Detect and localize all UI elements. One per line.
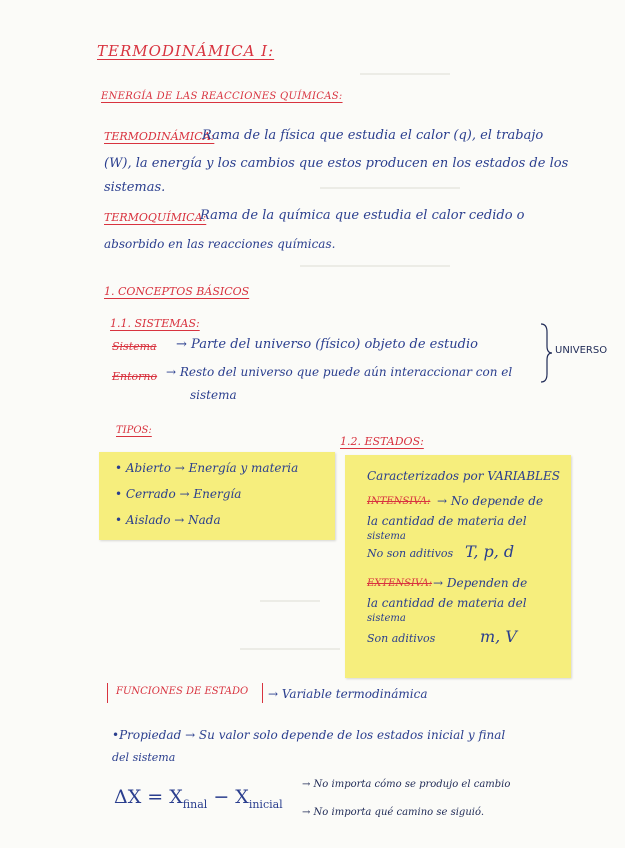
propiedad-text: del sistema (112, 751, 176, 764)
extensiva-text: Son aditivos (367, 632, 436, 645)
bleed-through-mark (260, 600, 320, 602)
extensiva-text: → Dependen de (433, 576, 528, 590)
term-entorno: Entorno (112, 370, 158, 383)
definition-text: Rama de la física que estudia el calor (q), el trabajo (202, 128, 544, 143)
bleed-through-mark (240, 648, 340, 650)
sticky-note-estados (345, 455, 571, 678)
term-extensiva: EXTENSIVA: (367, 578, 433, 589)
formula-minus: − X (213, 786, 249, 808)
estados-intro: Caracterizados por VARIABLES (367, 469, 560, 483)
entorno-definition: sistema (190, 388, 237, 402)
funciones-box (107, 683, 263, 703)
propiedad-text: •Propiedad → Su valor solo depende de los estados inicial y final (112, 728, 506, 742)
definition-text: Rama de la química que estudia el calor cedido o (200, 208, 525, 223)
formula-inicial-subscript: inicial (248, 797, 283, 811)
bleed-through-mark (320, 187, 460, 189)
section-subtitle: ENERGÍA DE LAS REACCIONES QUÍMICAS: (101, 91, 343, 102)
definition-text: absorbido en las reacciones químicas. (104, 237, 336, 251)
intensiva-text: No son aditivos (367, 547, 454, 560)
estados-heading: 1.2. ESTADOS: (340, 435, 424, 448)
sticky-note-tipos (99, 452, 335, 540)
term-intensiva: INTENSIVA: (367, 496, 431, 507)
intensiva-text: sistema (367, 531, 406, 542)
formula-final-subscript: final (182, 797, 208, 811)
bleed-through-mark (300, 265, 450, 267)
extensiva-text: sistema (367, 613, 406, 624)
intensiva-text: la cantidad de materia del (367, 514, 527, 528)
entorno-definition: → Resto del universo que puede aún interaccionar con el (166, 365, 513, 379)
extensiva-examples: m, V (480, 627, 517, 646)
universo-label: UNIVERSO (555, 345, 608, 356)
funciones-arrow-text: → Variable termodinámica (268, 687, 428, 701)
tipo-item: • Aislado → Nada (115, 513, 221, 527)
formula-note: → No importa cómo se produjo el cambio (302, 779, 511, 790)
tipos-heading: TIPOS: (116, 425, 152, 436)
tipo-item: • Cerrado → Energía (115, 487, 242, 501)
formula (114, 788, 283, 810)
section-heading: 1. CONCEPTOS BÁSICOS (104, 285, 250, 298)
sistema-definition: → Parte del universo (físico) objeto de estudio (176, 337, 478, 352)
definition-text: (W), la energía y los cambios que estos producen en los estados de los (104, 156, 569, 171)
funciones-label: FUNCIONES DE ESTADO (116, 686, 249, 697)
intensiva-examples: T, p, d (465, 542, 515, 561)
term-termoquimica: TERMOQUÍMICA: (104, 211, 207, 224)
term-termodinamica: TERMODINÁMICA: (104, 130, 215, 143)
curly-brace-icon (538, 322, 554, 384)
tipo-item: • Abierto → Energía y materia (115, 461, 299, 475)
extensiva-text: la cantidad de materia del (367, 596, 527, 610)
bleed-through-mark (360, 73, 450, 75)
term-sistema: Sistema (112, 340, 157, 353)
page-title: TERMODINÁMICA I: (97, 42, 275, 60)
formula-note: → No importa qué camino se siguió. (302, 807, 484, 818)
definition-text: sistemas. (104, 180, 166, 195)
intensiva-text: → No depende de (437, 494, 544, 508)
subsection-heading: 1.1. SISTEMAS: (110, 317, 200, 330)
formula-lhs: ΔX = X (114, 786, 183, 808)
